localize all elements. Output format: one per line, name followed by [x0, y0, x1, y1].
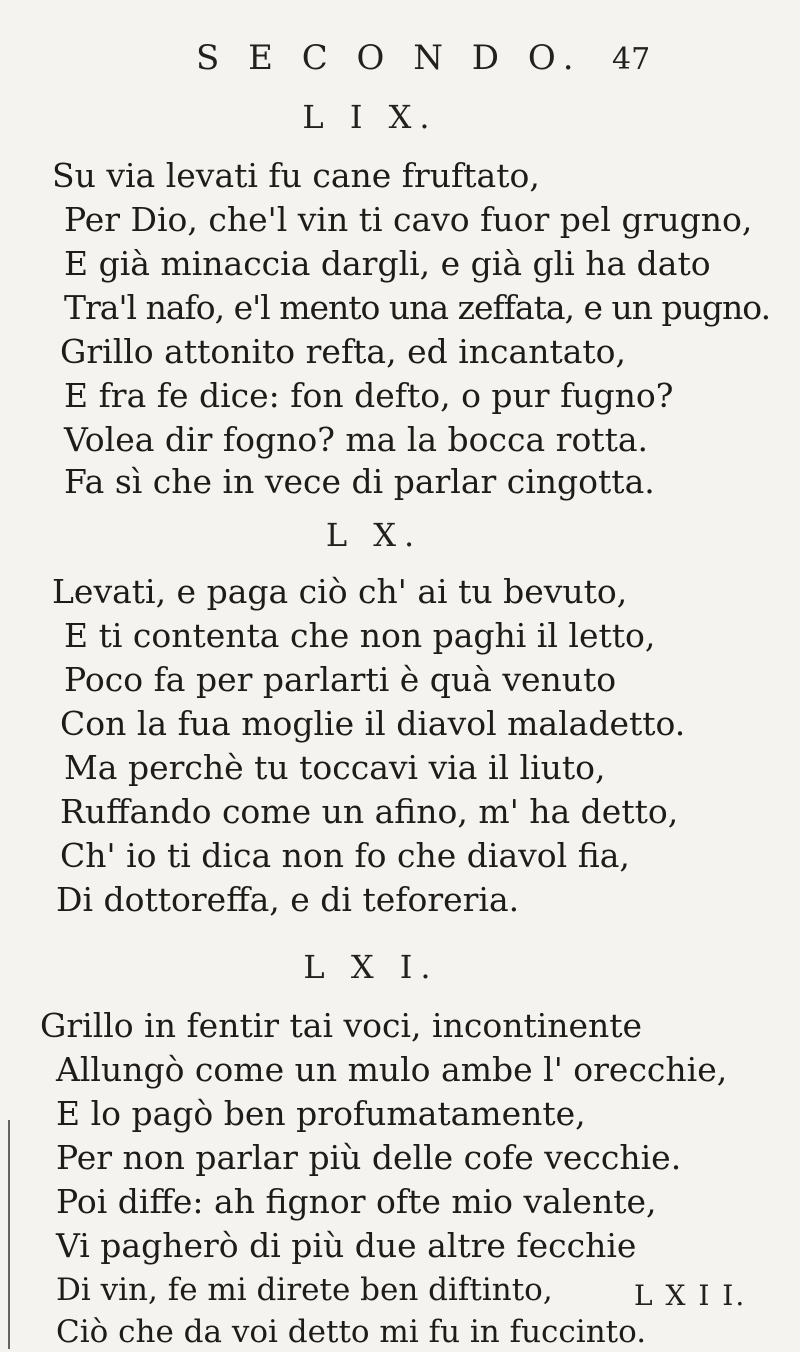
running-title: S E C O N D O. — [196, 38, 583, 78]
verse-line: Volea dir fogno? ma la bocca rotta. — [64, 420, 648, 459]
stanza-number: L I X. — [302, 98, 438, 136]
verse-line: Su via levati fu cane fruftato, — [52, 156, 540, 195]
verse-line: Di vin, fe mi direte ben diftinto, — [56, 1272, 553, 1308]
catchword: L X I I. — [634, 1279, 747, 1312]
page-edge-shadow — [8, 1120, 10, 1349]
verse-line: Poi diffe: ah fignor ofte mio valente, — [56, 1182, 657, 1221]
verse-line: Ruffando come un afino, m' ha detto, — [60, 792, 679, 831]
verse-line: Grillo in fentir tai voci, incontinente — [40, 1006, 643, 1045]
running-head — [0, 38, 800, 78]
verse-line: Levati, e paga ciò ch' ai tu bevuto, — [52, 572, 628, 611]
verse-line: Ciò che da voi detto mi fu in fuccinto. — [56, 1314, 647, 1350]
stanza-number: L X. — [325, 516, 423, 554]
verse-line: E già minaccia dargli, e già gli ha dato — [64, 244, 711, 283]
verse-line: Allungò come un mulo ambe l' orecchie, — [56, 1050, 728, 1089]
verse-line: E fra fe dice: fon defto, o pur fugno? — [64, 376, 674, 415]
verse-line: Ch' io ti dica non fo che diavol fia, — [60, 836, 630, 875]
verse-line: Poco fa per parlarti è quà venuto — [64, 660, 617, 699]
verse-line: Per Dio, che'l vin ti cavo fuor pel grugno, — [64, 200, 753, 239]
verse-line: Fa sì che in vece di parlar cingotta. — [64, 462, 655, 501]
verse-line: Di dottoreffa, e di teforeria. — [56, 880, 520, 919]
stanza-number: L X I. — [303, 948, 439, 986]
verse-line: Ma perchè tu toccavi via il liuto, — [64, 748, 606, 787]
page-number: 47 — [612, 42, 651, 77]
verse-line: Grillo attonito refta, ed incantato, — [60, 332, 626, 371]
verse-line: Con la fua moglie il diavol maladetto. — [60, 704, 686, 743]
verse-line: E lo pagò ben profumatamente, — [56, 1094, 586, 1133]
verse-line: Tra'l nafo, e'l mento una zeffata, e un pugno. — [64, 288, 771, 327]
verse-line: Per non parlar più delle cofe vecchie. — [56, 1138, 682, 1177]
verse-line: E ti contenta che non paghi il letto, — [64, 616, 656, 655]
verse-line: Vi pagherò di più due altre fecchie — [56, 1226, 637, 1265]
